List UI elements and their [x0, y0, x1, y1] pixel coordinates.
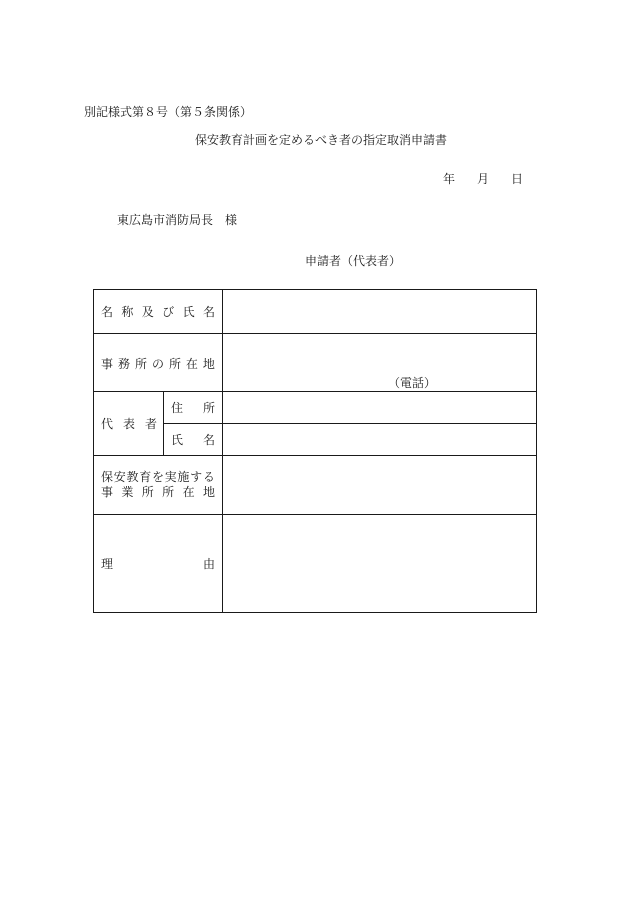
applicant-label: 申請者（代表者） [305, 254, 402, 268]
representative-address-field[interactable] [223, 392, 536, 423]
name-label: 名 称 及 び 氏 名 [101, 305, 215, 319]
date-day: 日 [511, 172, 524, 186]
reason-label-left: 理 [101, 557, 114, 571]
addressee: 東広島市消防局長 様 [117, 213, 238, 227]
reason-label-right: 由 [203, 557, 216, 571]
site-address-field[interactable] [223, 456, 536, 514]
office-address-label: 事 務 所 の 所 在 地 [101, 357, 215, 371]
name-field[interactable] [223, 290, 536, 333]
application-form-table [93, 289, 537, 613]
form-number: 別記様式第８号（第５条関係） [84, 105, 253, 119]
document-title: 保安教育計画を定めるべき者の指定取消申請書 [195, 133, 448, 147]
reason-field[interactable] [223, 515, 536, 612]
representative-divider [163, 391, 164, 455]
office-address-field[interactable] [223, 334, 536, 391]
representative-label: 代 表 者 [101, 417, 157, 431]
phone-label: （電話） [388, 376, 437, 390]
date-line [443, 172, 523, 186]
date-year: 年 [443, 172, 456, 186]
representative-name-label: 氏 名 [171, 433, 215, 447]
date-month: 月 [477, 172, 490, 186]
site-label-line2: 事 業 所 所 在 地 [101, 485, 215, 499]
representative-address-label: 住 所 [171, 401, 215, 415]
site-label-line1: 保 安 教 育 を 実 施 す る [101, 470, 215, 484]
representative-name-field[interactable] [223, 424, 536, 455]
